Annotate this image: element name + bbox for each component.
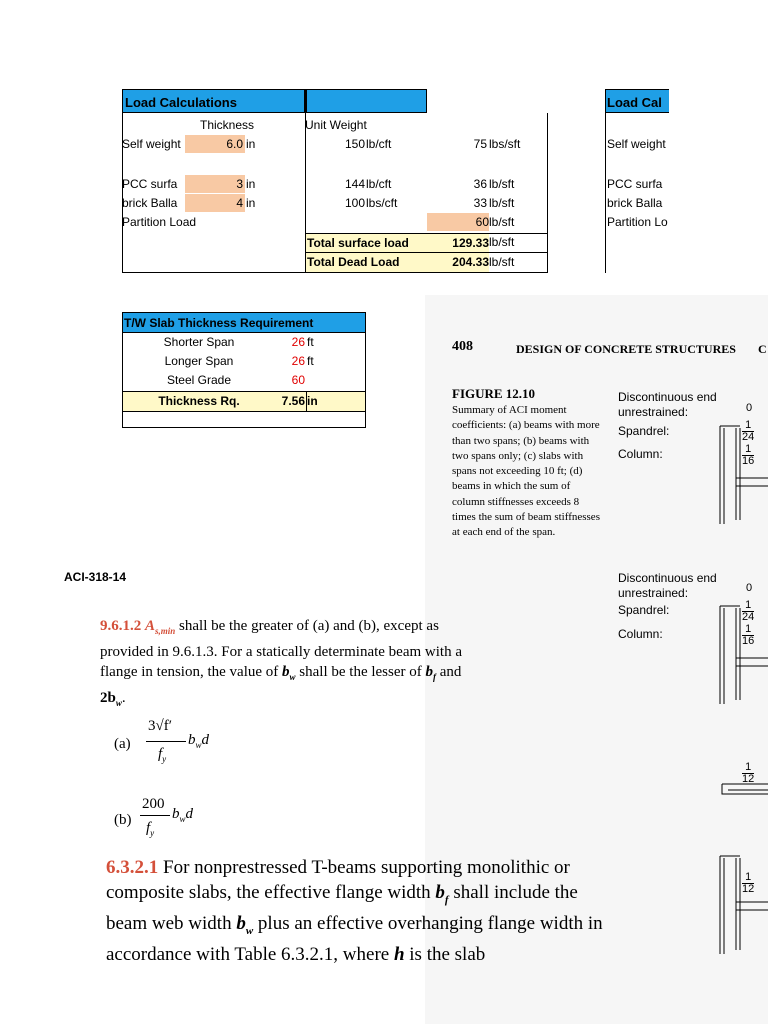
load-calc-header-band xyxy=(305,89,427,113)
slab-shorter-unit: ft xyxy=(307,335,314,349)
coef-num: 1 xyxy=(742,762,754,774)
eq-a-den-sub: y xyxy=(162,754,167,764)
slab-shorter-value[interactable]: 26 xyxy=(291,335,305,349)
coef-den: 16 xyxy=(742,455,755,467)
row-partition-load[interactable]: 60 xyxy=(427,213,489,231)
row-pcc-unit: in xyxy=(246,177,256,191)
diagram2-zero: 0 xyxy=(746,582,753,594)
copy-row-1: Self weight xyxy=(607,137,666,151)
row-pcc-uw: 144 xyxy=(344,177,365,191)
slab-result-unit: in xyxy=(307,394,318,408)
book-header-tail: C xyxy=(758,342,767,356)
bw2-subscript: w xyxy=(245,924,254,937)
row-brick-load: 33 xyxy=(473,196,487,210)
aci-label: ACI-318-14 xyxy=(64,570,127,584)
eq-b-numerator: 200 xyxy=(142,796,165,812)
clause-6321-text: For nonprestressed T-beams supporting monolithic or composite slabs, the effective flange width xyxy=(106,857,570,903)
eq-b-fraction-bar xyxy=(140,815,170,816)
total-dead-label: Total Dead Load xyxy=(306,253,427,272)
eq-a-numerator: 3√f′ xyxy=(148,718,173,734)
clause-6321-last: is the slab xyxy=(409,944,486,966)
diagram2-column-sketch xyxy=(712,600,768,710)
row-self-weight-unit: in xyxy=(246,137,256,151)
coef-den: 12 xyxy=(742,773,755,785)
slab-steel-label: Steel Grade xyxy=(166,373,232,387)
copy-row-3: brick Balla xyxy=(607,196,663,210)
eq-b-label: (b) xyxy=(114,812,132,828)
diagram2-column: Column: xyxy=(618,627,663,641)
eq-a-b-sub: w xyxy=(195,740,202,750)
diagram2-label2: unrestrained: xyxy=(618,586,689,600)
row-partition-label: Partition Load xyxy=(122,215,197,229)
bf2-symbol: b xyxy=(435,881,445,903)
slab-steel-value[interactable]: 60 xyxy=(291,373,305,387)
coef-num: 1 xyxy=(742,624,754,636)
bw2-symbol: b xyxy=(236,912,246,934)
eq-a-denominator xyxy=(158,746,166,764)
row-brick-label: brick Balla xyxy=(122,196,178,210)
eq-b-den-text: f xyxy=(146,820,151,836)
coef-den: 16 xyxy=(742,635,755,647)
row-pcc-load: 36 xyxy=(473,177,487,191)
bf-symbol: b xyxy=(425,664,434,680)
total-dead-unit: lb/sft xyxy=(489,255,515,269)
slab-longer-unit: ft xyxy=(307,354,314,368)
load-calc-title: Load Calculations xyxy=(122,89,305,113)
row-self-weight-load: 75 xyxy=(473,137,487,151)
eq-b-denominator xyxy=(146,820,154,838)
row-pcc-label: PCC surfa xyxy=(122,177,178,191)
bw-subscript: w xyxy=(289,672,296,682)
diagram3-slab-sketch xyxy=(718,780,768,800)
row-self-weight-uw: 150 xyxy=(344,137,365,151)
diagram1-label1: Discontinuous end xyxy=(618,390,717,404)
slab-result-label: Thickness Rq. xyxy=(158,394,240,408)
eq-a-fraction-bar xyxy=(146,741,186,742)
bf2-subscript: f xyxy=(444,893,449,906)
diagram2-spandrel: Spandrel: xyxy=(618,603,670,617)
row-pcc-thickness[interactable]: 3 xyxy=(185,175,245,193)
slab-shorter-label: Shorter Span xyxy=(163,335,235,349)
bf-subscript: f xyxy=(433,672,437,682)
eq-a-b: b xyxy=(188,732,196,748)
bw-symbol: b xyxy=(282,664,290,680)
eq-b-b-sub: w xyxy=(179,814,186,824)
clause-6321-number: 6.3.2.1 xyxy=(106,857,159,878)
row-self-weight-uw-unit: lb/cft xyxy=(366,137,392,151)
book-page-number: 408 xyxy=(452,339,473,354)
coef-den: 24 xyxy=(742,611,755,623)
coef-num: 1 xyxy=(742,444,754,456)
clause-9612-tail: shall be the lesser of xyxy=(299,664,422,680)
row-brick-uw-unit: lbs/cft xyxy=(366,196,398,210)
coef-num: 1 xyxy=(742,872,754,884)
diagram1-label2: unrestrained: xyxy=(618,405,689,419)
clause-9612-number: 9.6.1.2 xyxy=(100,618,142,634)
clause-6321-end: plus an effective overhanging flange width in accordance with Table 6.3.2.1, where xyxy=(106,912,603,966)
h-symbol: h xyxy=(393,944,405,966)
asmin-symbol: A xyxy=(145,618,156,634)
row-brick-load-unit: lb/sft xyxy=(489,196,515,210)
clause-9612-text: shall be the greater of (a) and (b), except as provided in 9.6.1.3. For a statically determinate beam with a flange in tension, the value of xyxy=(100,618,462,680)
row-partition-load-unit: lb/sft xyxy=(489,215,515,229)
diagram1-column: Column: xyxy=(618,447,663,461)
clause-9612: 9.6.1.2 $A_{s,min}$ shall be the greater of (a) and (b), except as provided in 9.6.1.3. For a statically determinate beam with a flange in tension, the value of $b_w$ shall be the lesser of $b_f$ and $2b_w$. xyxy=(100,618,462,708)
slab-result-divider xyxy=(306,391,307,411)
row-self-weight-load-unit: lbs/sft xyxy=(489,137,521,151)
diagram4-column-sketch xyxy=(712,850,768,960)
coef-num: 1 xyxy=(742,600,754,612)
clause-6321 xyxy=(106,856,604,968)
total-surface-unit: lb/sft xyxy=(489,235,515,249)
clause-6321-mid: shall include the beam web width xyxy=(106,881,578,934)
eq-b-den-sub: y xyxy=(150,828,155,838)
coef-den: 24 xyxy=(742,431,755,443)
total-surface-label: Total surface load xyxy=(306,234,427,252)
eq-a-rest: $b_wd$ xyxy=(188,732,210,750)
diagram1-spandrel: Spandrel: xyxy=(618,424,670,438)
asmin-subscript: s,min xyxy=(155,626,176,636)
row-pcc-load-unit: lb/sft xyxy=(489,177,515,191)
eq-a-den-text: f xyxy=(158,746,163,762)
row-pcc-uw-unit: lb/cft xyxy=(366,177,392,191)
row-self-weight-thickness[interactable]: 6.0 xyxy=(185,135,245,153)
row-brick-thickness[interactable]: 4 xyxy=(185,194,245,212)
slab-result-value: 7.56 xyxy=(281,394,305,408)
copy-row-4: Partition Lo xyxy=(607,215,668,229)
row-self-weight-label: Self weight xyxy=(122,137,181,151)
book-header: DESIGN OF CONCRETE STRUCTURES xyxy=(516,342,736,356)
eq-b-rest: $b_wd$ xyxy=(172,806,194,824)
diagram2-label1: Discontinuous end xyxy=(618,571,717,585)
row-brick-unit: in xyxy=(246,196,256,210)
total-surface-value: 129.33 xyxy=(427,234,489,252)
eq-a-label: (a) xyxy=(114,736,131,752)
copy-row-2: PCC surfa xyxy=(607,177,663,191)
load-calculations-sheet-copy xyxy=(605,89,669,273)
2bw-symbol: 2b xyxy=(100,689,116,706)
coef-num: 1 xyxy=(742,420,754,432)
load-calc-title-copy: Load Cal xyxy=(606,89,669,113)
slab-title: T/W Slab Thickness Requirement xyxy=(123,313,365,333)
row-brick-uw: 100 xyxy=(344,196,365,210)
diagram1-zero: 0 xyxy=(746,402,753,414)
thickness-header: Thickness xyxy=(199,118,255,132)
clause-9612-and: and xyxy=(439,664,462,680)
slab-longer-label: Longer Span xyxy=(164,354,234,368)
load-calculations-sheet xyxy=(122,89,548,273)
figure-caption: Summary of ACI moment coefficients: (a) beams with more than two spans; (b) beams with two spans only; (c) slabs with spans not exceeding 10 ft; (d) beams in which the sum of column stiffnesses exceeds 8 times the sum of beam stiffnesses at each end of the span. xyxy=(452,404,600,539)
coef-den: 12 xyxy=(742,883,755,895)
unit-weight-header: Unit Weight xyxy=(305,118,367,132)
eq-b-b: b xyxy=(172,806,180,822)
total-dead-value: 204.33 xyxy=(427,253,489,272)
figure-title: FIGURE 12.10 xyxy=(452,386,536,401)
slab-longer-value[interactable]: 26 xyxy=(291,354,305,368)
slab-thickness-sheet xyxy=(122,312,366,428)
2bw-subscript: w xyxy=(115,697,122,708)
diagram1-column-sketch xyxy=(712,420,768,530)
